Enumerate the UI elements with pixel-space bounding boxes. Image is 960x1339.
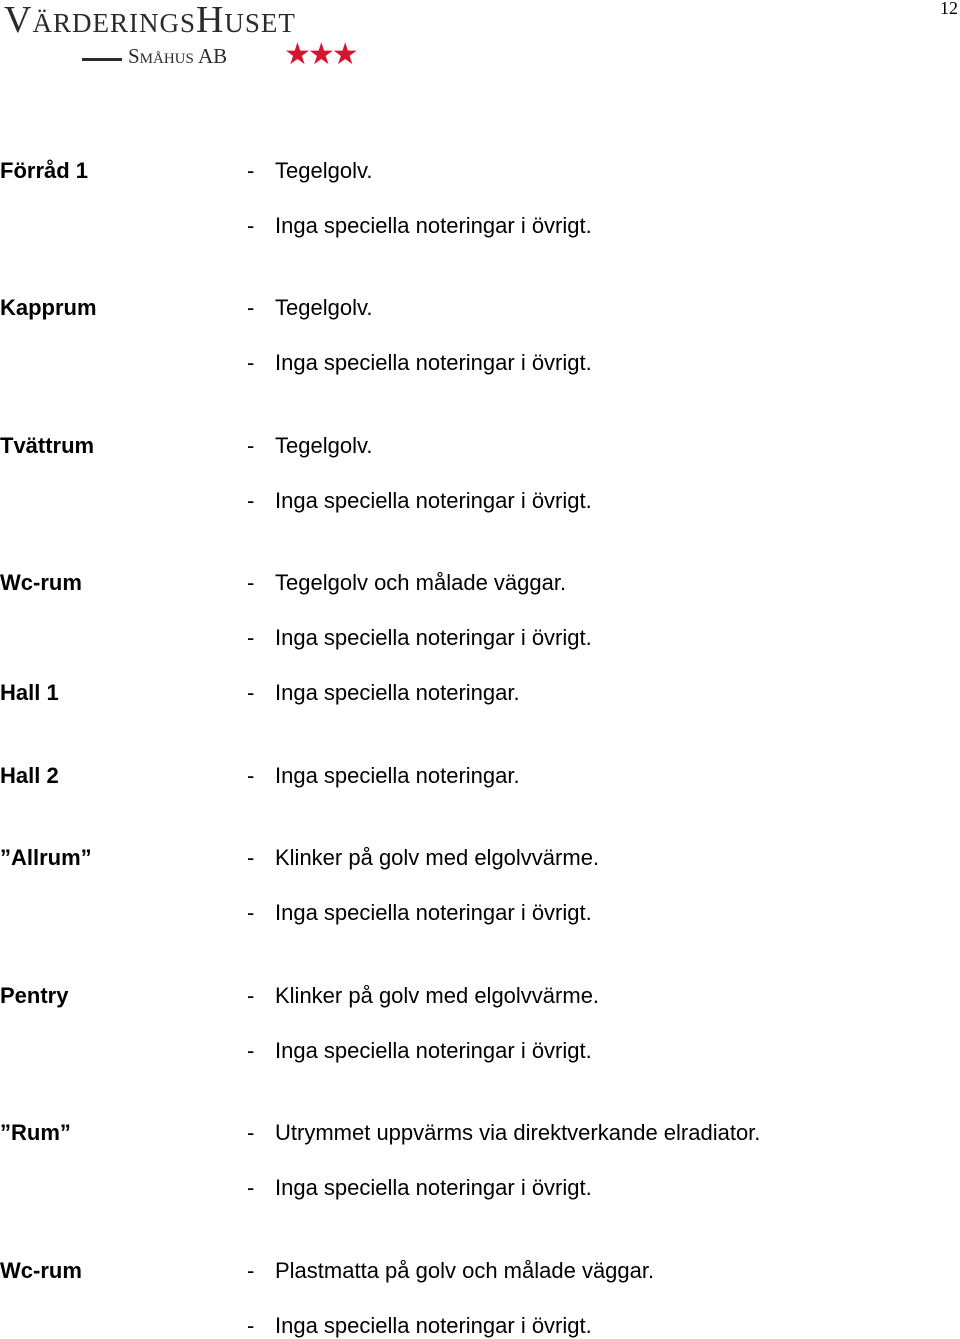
room-note-text: Inga speciella noteringar i övrigt. bbox=[275, 488, 592, 513]
bullet-dash: - bbox=[247, 488, 255, 513]
bullet-dash: - bbox=[247, 680, 255, 705]
room-note bbox=[247, 350, 592, 376]
room-note-text: Inga speciella noteringar i övrigt. bbox=[275, 625, 592, 650]
room-label: Wc-rum bbox=[0, 570, 82, 595]
room-note-text: Tegelgolv. bbox=[275, 295, 373, 320]
room-label: Hall 1 bbox=[0, 680, 59, 705]
room-note bbox=[247, 1258, 654, 1284]
bullet-dash: - bbox=[247, 295, 255, 320]
room-note-text: Klinker på golv med elgolvvärme. bbox=[275, 845, 600, 870]
bullet-dash: - bbox=[247, 213, 255, 238]
room-note bbox=[247, 625, 592, 651]
room-note-text: Inga speciella noteringar i övrigt. bbox=[275, 900, 592, 925]
room-label: Kapprum bbox=[0, 295, 97, 320]
room-note bbox=[247, 845, 599, 871]
room-label: Förråd 1 bbox=[0, 158, 89, 183]
logo-stars-icon: ★★★ bbox=[284, 38, 356, 71]
bullet-dash: - bbox=[247, 845, 255, 870]
bullet-dash: - bbox=[247, 1175, 255, 1200]
room-label: ”Allrum” bbox=[0, 845, 92, 870]
room-note bbox=[247, 433, 372, 459]
room-label: Wc-rum bbox=[0, 1258, 82, 1283]
room-note bbox=[247, 763, 520, 789]
room-note-text: Inga speciella noteringar. bbox=[275, 763, 520, 788]
page-number: 12 bbox=[940, 0, 958, 18]
room-note bbox=[247, 680, 520, 706]
company-logo bbox=[0, 0, 380, 80]
room-note-text: Tegelgolv. bbox=[275, 158, 373, 183]
room-note bbox=[247, 1175, 592, 1201]
room-note-text: Plastmatta på golv och målade väggar. bbox=[275, 1258, 655, 1283]
bullet-dash: - bbox=[247, 1038, 255, 1063]
bullet-dash: - bbox=[247, 900, 255, 925]
bullet-dash: - bbox=[247, 350, 255, 375]
room-note-text: Inga speciella noteringar i övrigt. bbox=[275, 213, 592, 238]
room-note bbox=[247, 488, 592, 514]
room-note-text: Tegelgolv. bbox=[275, 433, 373, 458]
room-note-text: Inga speciella noteringar i övrigt. bbox=[275, 1038, 592, 1063]
bullet-dash: - bbox=[247, 1313, 255, 1338]
room-note-text: Tegelgolv och målade väggar. bbox=[275, 570, 567, 595]
logo-divider-line bbox=[82, 58, 122, 61]
room-note-text: Inga speciella noteringar i övrigt. bbox=[275, 1313, 592, 1338]
room-note bbox=[247, 900, 592, 926]
room-note bbox=[247, 1313, 592, 1339]
bullet-dash: - bbox=[247, 433, 255, 458]
room-note bbox=[247, 213, 592, 239]
room-note bbox=[247, 158, 372, 184]
bullet-dash: - bbox=[247, 763, 255, 788]
bullet-dash: - bbox=[247, 158, 255, 183]
bullet-dash: - bbox=[247, 1120, 255, 1145]
room-note-text: Inga speciella noteringar i övrigt. bbox=[275, 350, 592, 375]
room-note bbox=[247, 1120, 760, 1146]
bullet-dash: - bbox=[247, 625, 255, 650]
logo-title: VärderingsHuset bbox=[4, 0, 296, 41]
bullet-dash: - bbox=[247, 570, 255, 595]
room-note-text: Inga speciella noteringar. bbox=[275, 680, 520, 705]
room-label: ”Rum” bbox=[0, 1120, 71, 1145]
bullet-dash: - bbox=[247, 983, 255, 1008]
room-label: Hall 2 bbox=[0, 763, 59, 788]
room-note bbox=[247, 983, 599, 1009]
room-note-text: Utrymmet uppvärms via direktverkande elradiator. bbox=[275, 1120, 761, 1145]
room-note-text: Klinker på golv med elgolvvärme. bbox=[275, 983, 600, 1008]
room-label: Pentry bbox=[0, 983, 69, 1008]
bullet-dash: - bbox=[247, 1258, 255, 1283]
room-note-text: Inga speciella noteringar i övrigt. bbox=[275, 1175, 592, 1200]
room-note bbox=[247, 1038, 592, 1064]
room-note bbox=[247, 295, 372, 321]
room-label: Tvättrum bbox=[0, 433, 95, 458]
room-note bbox=[247, 570, 566, 596]
logo-subtitle: Småhus AB bbox=[128, 44, 228, 68]
